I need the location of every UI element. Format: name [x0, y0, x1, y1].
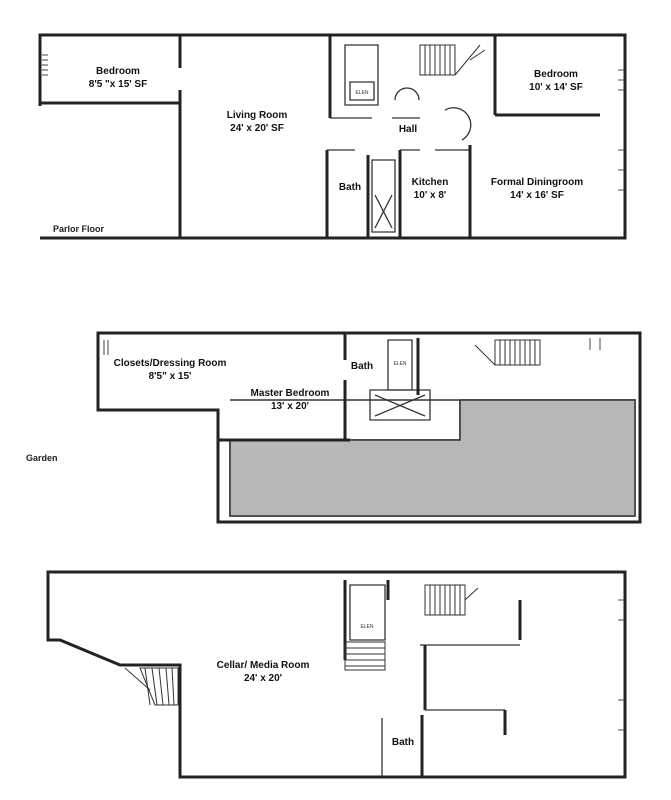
parlor-dining-name: Formal Diningroom [490, 177, 584, 188]
garden-floor-label: Garden [26, 453, 58, 463]
parlor-hall-door-swing [395, 88, 419, 100]
parlor-fireplace-mark: ELEN [355, 90, 369, 96]
cellar-fireplace-box [350, 585, 385, 640]
cellar-stairs-left [125, 668, 178, 705]
parlor-living-room-name: Living Room [226, 110, 288, 121]
parlor-stairs [420, 45, 485, 75]
cellar-media-name: Cellar/ Media Room [216, 660, 310, 671]
cellar-bath-name: Bath [391, 737, 415, 748]
parlor-living-room-size: 24' x 20' SF [230, 123, 284, 134]
parlor-floor-label: Parlor Floor [53, 224, 105, 234]
garden-bath-name: Bath [350, 361, 374, 372]
garden-master-size: 13' x 20' [270, 401, 310, 412]
cellar-fireplace-mark: ELEN [360, 624, 374, 630]
garden-window-left [104, 340, 108, 355]
parlor-bedroom-right-name: Bedroom [534, 69, 578, 80]
cellar-stairs-center [345, 642, 385, 670]
cellar-media-size: 24' x 20' [243, 673, 283, 684]
parlor-kitchen-size: 10' x 8' [413, 190, 447, 201]
garden-closets-name: Closets/Dressing Room [113, 358, 227, 369]
garden-fireplace-mark: ELEN [393, 361, 407, 367]
parlor-kitchen-name: Kitchen [411, 177, 449, 188]
cellar-outer-wall [48, 572, 625, 777]
parlor-exterior-area [38, 106, 178, 241]
parlor-window-left [42, 55, 48, 75]
parlor-bedroom-right-size: 10' x 14' SF [529, 82, 583, 93]
cellar-floor-plan [48, 572, 625, 777]
parlor-floor-plan [38, 35, 625, 241]
parlor-hall-name: Hall [398, 124, 418, 135]
garden-floor-plan [26, 333, 640, 522]
garden-master-name: Master Bedroom [250, 388, 330, 399]
cellar-window-right [618, 600, 624, 730]
parlor-bedroom-left-size: 8'5 "x 15' SF [88, 79, 148, 90]
parlor-window-right [618, 70, 624, 190]
parlor-bath-name: Bath [338, 182, 362, 193]
cellar-stairs-right [425, 585, 478, 615]
parlor-bedroom-left-name: Bedroom [96, 66, 140, 77]
garden-stairs [475, 340, 540, 365]
parlor-dining-size: 14' x 16' SF [510, 190, 564, 201]
garden-closets-size: 8'5" x 15' [148, 371, 192, 382]
